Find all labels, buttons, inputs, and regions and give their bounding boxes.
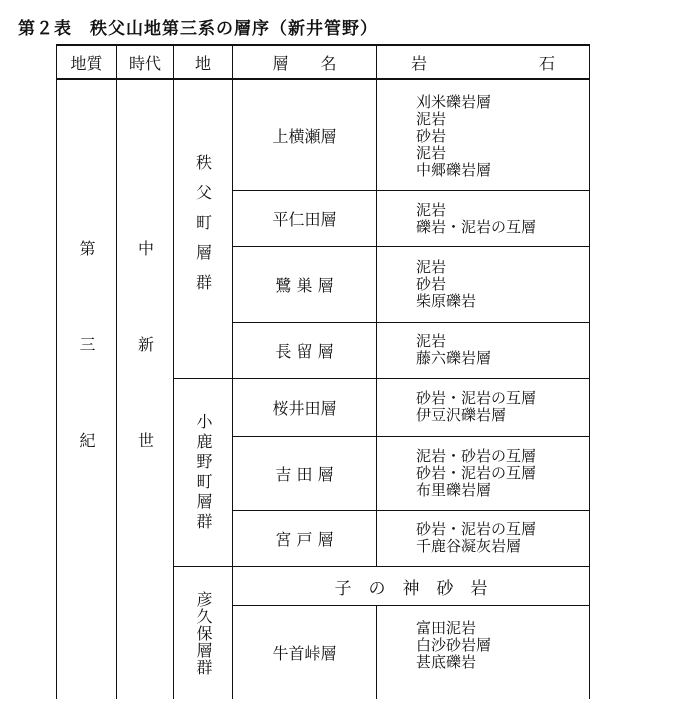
table-title: 第２表 秩父山地第三系の層序（新井管野） bbox=[18, 19, 378, 39]
rock-item: 砂岩 bbox=[416, 127, 447, 145]
rock-item: 中郷礫岩層 bbox=[416, 161, 492, 179]
rock-item: 礫岩・泥岩の互層 bbox=[416, 218, 537, 236]
layer-name-4: 長 留 層 bbox=[275, 342, 334, 361]
rocks-layer-4 bbox=[416, 333, 491, 367]
rock-item: 砂岩・泥岩の互層 bbox=[416, 389, 537, 407]
layer-name-6: 吉 田 層 bbox=[275, 465, 334, 484]
rocks-layer-5 bbox=[416, 390, 536, 424]
rock-item: 伊豆沢礫岩層 bbox=[416, 406, 507, 424]
layer-name-2: 平仁田層 bbox=[272, 210, 337, 229]
rock-item: 泥岩 bbox=[416, 332, 447, 350]
header-chishitsu: 地質 bbox=[70, 53, 103, 73]
header-ganseki: 岩 石 bbox=[410, 53, 555, 73]
col-line-4b bbox=[376, 605, 377, 699]
header-jidai: 時代 bbox=[128, 53, 161, 73]
group-hikokubo: 彦久保層群 bbox=[194, 590, 213, 676]
rock-item: 白沙砂岩層 bbox=[416, 636, 492, 654]
header-chi: 地 bbox=[194, 53, 211, 73]
layer-name-3: 鷺 巣 層 bbox=[275, 276, 334, 295]
rock-item: 砂岩・泥岩の互層 bbox=[416, 464, 537, 482]
rocks-layer-8 bbox=[416, 620, 491, 671]
rock-item: 砂岩・泥岩の互層 bbox=[416, 520, 537, 538]
header-soumei: 層 名 bbox=[272, 53, 337, 73]
rock-item: 泥岩 bbox=[416, 201, 447, 219]
rocks-layer-3 bbox=[416, 259, 476, 310]
group-ogano: 小鹿野町層群 bbox=[194, 412, 213, 533]
rock-item: 刈米礫岩層 bbox=[416, 93, 492, 111]
layer-name-7: 宮 戸 層 bbox=[275, 530, 334, 549]
rock-item: 泥岩 bbox=[416, 258, 447, 276]
rocks-layer-2 bbox=[416, 202, 536, 236]
rock-item: 泥岩・砂岩の互層 bbox=[416, 447, 537, 465]
rock-item: 富田泥岩 bbox=[416, 619, 477, 637]
rock-item: 砂岩 bbox=[416, 275, 447, 293]
layer-name-5: 桜井田層 bbox=[272, 399, 337, 418]
rock-item: 泥岩 bbox=[416, 144, 447, 162]
col-line-4a bbox=[376, 44, 377, 567]
group-chichibu: 秩父町層群 bbox=[193, 154, 213, 304]
rock-item: 柴原礫岩 bbox=[416, 292, 477, 310]
layer-name-8: 牛首峠層 bbox=[272, 644, 337, 663]
rocks-layer-1 bbox=[416, 94, 491, 179]
table-right-border bbox=[589, 44, 590, 699]
nenoshin-sandstone: 子 の 神 砂 岩 bbox=[334, 578, 488, 599]
period-label: 中 新 世 bbox=[135, 240, 155, 480]
rocks-layer-7 bbox=[416, 521, 536, 555]
rock-item: 藤六礫岩層 bbox=[416, 349, 492, 367]
layer-name-1: 上横瀬層 bbox=[272, 126, 337, 146]
era-label: 第 三 紀 bbox=[77, 240, 96, 480]
rock-item: 甚底礫岩 bbox=[416, 653, 477, 671]
rocks-layer-6 bbox=[416, 448, 536, 499]
rock-item: 布里礫岩層 bbox=[416, 481, 492, 499]
rock-item: 泥岩 bbox=[416, 110, 447, 128]
rock-item: 千鹿谷凝灰岩層 bbox=[416, 537, 522, 555]
